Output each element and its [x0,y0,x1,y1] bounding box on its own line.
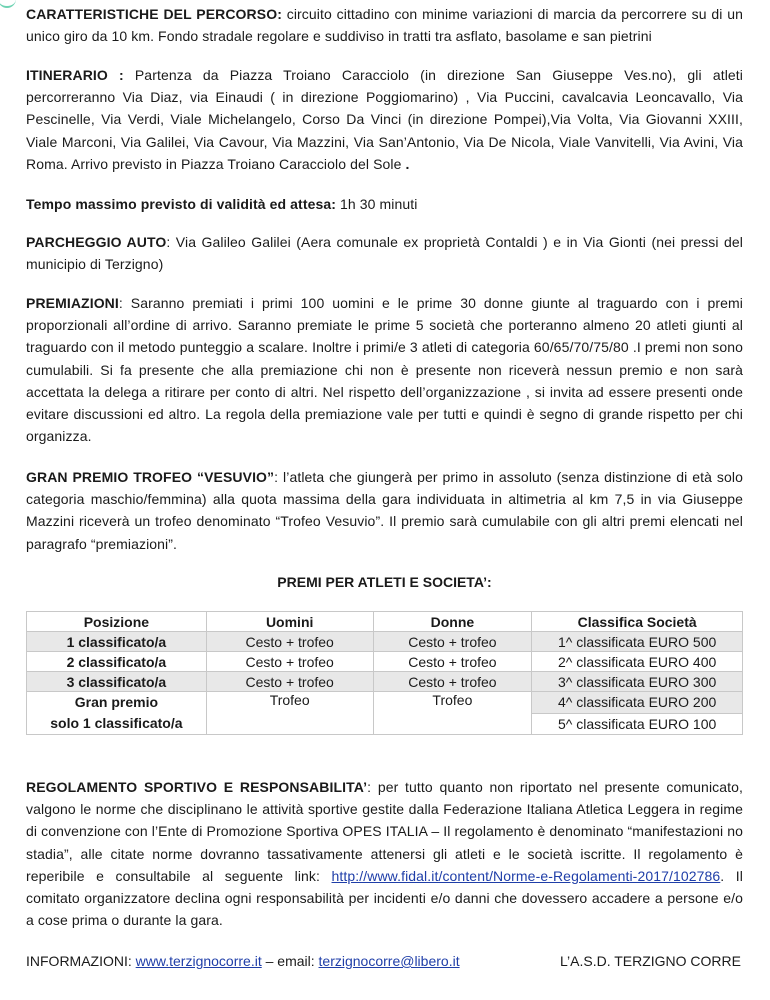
table-row [27,652,743,672]
prizes-title: PREMI PER ATLETI E SOCIETA’: [277,574,492,590]
uomini-cell: Cesto + trofeo [206,632,373,652]
regolamento-text: : per tutto quanto non riportato nel presente comunicato, valgono le norme che disciplinano le attività sportive gestite dalla Federazione Italiana Atletica Leggera in regime di convenzione con l’Ente di Promozione Sportiva OPES ITALIA – Il regolamento è denominato “manifestazioni no stadia”, alle citate norme dovranno tassativamente attenersi gli atleti e le società iscritte. Il regolamento è reperibile e consultabile al seguente link: [26,779,744,884]
table-row [27,632,743,652]
itinerario-text: Partenza da Piazza Troiano Caracciolo (in direzione San Giuseppe Ves.no), gli atleti percorreranno Via Diaz, via Einaudi ( in direzione Poggiomarino) , Via Puccini, cavalcavia Leoncavallo, Via Pescinelle, Via Verdi, Viale Michelangelo, Corso Da Vinci (in direzione Pompei),Via Volta, Via Giovanni XXIII, Viale Marconi, Via Galilei, Via Cavour, Via Mazzini, Via San’Antonio, Via De Nicola, Viale Vanvitelli, Via Avini, Via Roma. Arrivo previsto in Piazza Troiano Caracciolo del Sole [26,67,743,172]
email-link[interactable]: terzignocorre@libero.it [318,953,460,969]
table-header-cell: Uomini [206,612,373,632]
info-label: INFORMAZIONI: [26,953,136,969]
percorso-heading: CARATTERISTICHE DEL PERCORSO: [26,6,282,22]
premiazioni-text: : Saranno premiati i primi 100 uomini e le prime 30 donne giunte al traguardo con i premi proporzionali all’ordine di arrivo. Saranno premiate le prime 5 società che porteranno almeno 20 atleti giunti al traguardo con il metodo punteggio a scalare. Inoltre i primi/e 3 atleti di categoria 60/65/70/75/80 .I premi non sono cumulabili. Si fa presente che alla premiazione chi non è presente non riceverà nessun premio e non sarà accettata la delega a ritirare per conto di altri. Nel rispetto dell’organizzazione , si invita ad essere presenti onde evitare discussioni ed altro. La regola della premiazione vale per tutti e quindi è segno di grande rispetto per chi organizza. [26,295,743,445]
website-link[interactable]: www.terzignocorre.it [135,953,262,969]
regolamento-heading: REGOLAMENTO SPORTIVO E RESPONSABILITA’ [26,779,368,795]
table-row [27,672,743,692]
paragraph-premiazioni [26,292,743,447]
itinerario-end: . [405,155,410,172]
footer [26,953,743,969]
signature: L’A.S.D. TERZIGNO CORRE [560,953,741,969]
table-header-cell: Donne [373,612,532,632]
paragraph-tempo [26,193,417,215]
premiazioni-heading: PREMIAZIONI [26,295,119,311]
gran-premio-line2: solo 1 classificato/a [50,715,183,731]
donne-cell: Cesto + trofeo [373,672,532,692]
prizes-table [26,611,743,735]
itinerario-heading: ITINERARIO : [26,67,124,83]
corner-decoration [0,0,16,8]
paragraph-percorso [26,3,743,47]
tempo-text: 1h 30 minuti [336,196,418,212]
uomini-cell: Trofeo [206,692,373,735]
donne-cell: Cesto + trofeo [373,652,532,672]
uomini-cell: Cesto + trofeo [206,672,373,692]
societa-cell: 4^ classificata EURO 200 [532,692,743,714]
paragraph-gran-premio [26,466,743,555]
donne-cell: Cesto + trofeo [373,632,532,652]
donne-cell: Trofeo [373,692,532,735]
position-cell [27,692,207,735]
email-label: – email: [261,953,319,969]
position-cell: 3 classificato/a [27,672,207,692]
position-cell: 1 classificato/a [27,632,207,652]
regolamento-text-after: . Il comitato organizzatore declina ogni responsabilità per incidenti e/o danni che dovessero accadere a persone e/o a cose prima o durante la gara. [26,867,743,929]
table-row [27,692,743,714]
gran-premio-line1: Gran premio [74,694,159,710]
position-cell: 2 classificato/a [27,652,207,672]
table-header-cell: Posizione [27,612,207,632]
percorso-text: circuito cittadino con minime variazioni di marcia da percorrere su di un unico giro da 10 km. Fondo stradale regolare e suddiviso in tratti tra asflato, basolame e san pietrini [26,6,743,45]
gran-premio-heading: GRAN PREMIO TROFEO “VESUVIO” [26,469,275,485]
tempo-heading: Tempo massimo previsto di validità ed attesa: [26,196,336,212]
paragraph-parcheggio [26,231,743,275]
paragraph-regolamento [26,776,743,931]
societa-cell: 1^ classificata EURO 500 [532,632,743,652]
parcheggio-text: : Via Galileo Galilei (Aera comunale ex proprietà Contaldi ) e in Via Gionti (nei pressi del municipio di Terzigno) [26,234,743,273]
gran-premio-text: : l’atleta che giungerà per primo in assoluto (senza distinzione di età solo categoria maschio/femmina) alla quota massima della gara individuata in altimetria al km 7,5 in via Giuseppe Mazzini riceverà un trofeo denominato “Trofeo Vesuvio”. Il premio sarà cumulabile con gli altri premi elencati nel paragrafo “premiazioni”. [26,469,743,552]
societa-cell: 5^ classificata EURO 100 [532,713,743,735]
societa-cell: 2^ classificata EURO 400 [532,652,743,672]
societa-cell: 3^ classificata EURO 300 [532,672,743,692]
paragraph-itinerario [26,64,743,175]
regolamento-link[interactable]: http://www.fidal.it/content/Norme-e-Regolamenti-2017/102786 [331,867,721,884]
table-header-row [27,612,743,632]
table-header-cell: Classifica Società [532,612,743,632]
uomini-cell: Cesto + trofeo [206,652,373,672]
parcheggio-heading: PARCHEGGIO AUTO [26,234,167,250]
